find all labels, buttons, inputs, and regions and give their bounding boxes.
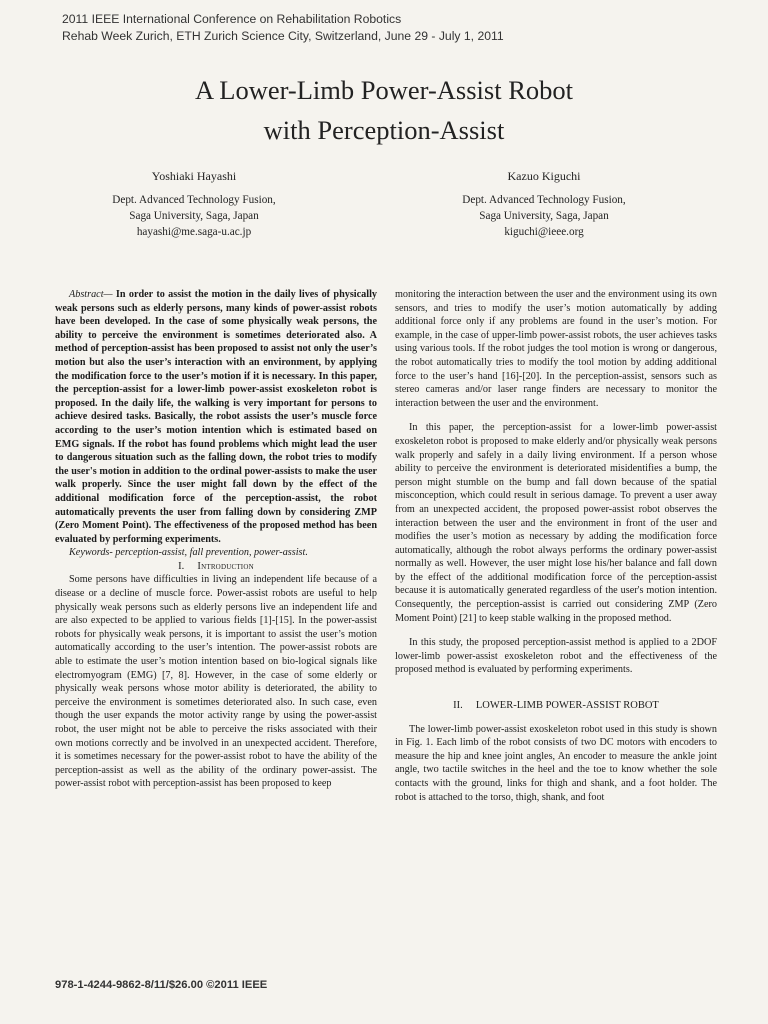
section-heading-robot	[395, 699, 717, 713]
body-paragraph: The lower-limb power-assist exoskeleton robot used in this study is shown in Fig. 1. Each limb of the robot consists of two DC motors with encoders to measure the hip and knee joint angles, An encoder to measure the ankle joint angle, two tactile switches in the heel and the toe to know whether the sole contacts with the ground, links for thigh and shank, and a foot holder. The robot is attached to the torso, thigh, shank, and foot	[395, 723, 717, 803]
author-email: hayashi@me.saga-u.ac.jp	[136, 226, 252, 238]
author-name: Yoshiaki Hayashi	[151, 169, 237, 183]
copyright-footer: 978-1-4244-9862-8/11/$26.00 ©2011 IEEE	[55, 979, 268, 991]
conference-venue: Rehab Week Zurich, ETH Zurich Science City, Switzerland, June 29 - July 1, 2011	[62, 29, 504, 43]
keywords: Keywords- perception-assist, fall prevention, power-assist.	[69, 547, 308, 559]
section-number: II.	[453, 700, 463, 712]
conference-name: 2011 IEEE International Conference on Rehabilitation Robotics	[62, 12, 402, 26]
body-paragraph: In this study, the proposed perception-assist method is applied to a 2DOF lower-limb power-assist exoskeleton robot and the effectiveness of the proposed method is evaluated by performing experiments.	[395, 637, 717, 676]
title-line-1: A Lower-Limb Power-Assist Robot	[194, 75, 573, 105]
section-title: Introduction	[197, 560, 254, 572]
title-line-2: with Perception-Assist	[263, 115, 505, 145]
author-email: kiguchi@ieee.org	[504, 226, 584, 238]
abstract-text: In order to assist the motion in the daily lives of physically weak persons such as elderly persons, many kinds of power-assist robots have been developed. In the case of some physically weak persons, the ability to perceive the environment is sometimes deteriorated also. A method of perception-assist has been proposed to assist not only the user’s motion but also the user’s interaction with an environment, by applying the modification force to the user’s motion if it is necessary. In this paper, the perception-assist for a lower-limb power-assist exoskeleton robot is proposed. In the daily life, the walking is very important for persons to achieve desired tasks. Basically, the robot assists the user’s muscle force according to the user’s motion intention which is estimated based on EMG signals. If the robot has found problems which might lead the user to dangerous situation such as the falling down, the robot tries to modify the user's motion in addition to the ordinal power-assists to make the user walk properly. Since the user might fall down by the effect of the additional modification force of the perception-assist, the robot automatically prevents the user from falling down by considering ZMP (Zero Moment Point). The effectiveness of the proposed method has been evaluated by performing experiments.	[55, 289, 377, 545]
author-university: Saga University, Saga, Japan	[479, 210, 609, 222]
author-dept: Dept. Advanced Technology Fusion,	[462, 194, 626, 206]
author-name: Kazuo Kiguchi	[507, 169, 581, 183]
body-paragraph: In this paper, the perception-assist for a lower-limb power-assist exoskeleton robot is proposed to make elderly and/or physically weak persons walk properly and safely in a daily living environment. If a person whose ability to perceive the environment is deteriorated misidentifies a bump, the person might stumble on the bump and fall down because of the spatial misconception, which could result in serious damage. To prevent a user away from an unexpected accident, the proposed power-assist robot observes the interaction between the user and the environment in front of the user and modifies the user’s motion as necessary by adding the modification force automatically, although the robot always performs the ordinary power-assist normally as well. However, the user might lose his/her balance and fall down by the effect of the additional modification force of the perception-assist because it is automatically generated regardless of the user's motion intention. Consequently, the perception-assist is carried out considering ZMP (Zero Moment Point) [21] to keep stable walking in the proposed method.	[395, 422, 717, 624]
right-column	[395, 288, 717, 804]
author-block-1	[44, 168, 344, 240]
body-paragraph: monitoring the interaction between the user and the environment using its own sensors, and tries to modify the user’s motion automatically by adding additional force only if any problems are found in the user’s motion. For example, in the case of upper-limb power-assist robots, the user achieves tasks using various tools. If the robot judges the tool motion is wrong or dangerous, the robot automatically tries to modify the tool motion by adding additional force to the user’s hand [16]-[20]. In the perception-assist, sensors such as stereo cameras and/or laser range finders are necessary to monitor the interaction between the user and the environment.	[395, 289, 717, 409]
author-dept: Dept. Advanced Technology Fusion,	[112, 194, 276, 206]
section-title: LOWER-LIMB POWER-ASSIST ROBOT	[475, 700, 659, 712]
author-block-2	[394, 168, 694, 240]
conference-header	[62, 11, 722, 45]
left-column	[55, 288, 377, 791]
paper-title	[0, 70, 768, 150]
section-heading-introduction	[55, 560, 377, 574]
abstract	[55, 288, 377, 546]
author-university: Saga University, Saga, Japan	[129, 210, 259, 222]
abstract-dash: —	[103, 289, 116, 300]
section-number: I.	[178, 560, 185, 572]
body-paragraph: Some persons have difficulties in living an independent life because of a disease or a decline of muscle force. Power-assist robots are useful to help physically weak persons such as elderly persons live an independent life and are also expected to be applied to various fields [1]-[15]. In the power-assist robots for physically weak persons, it is important to assist the user’s motion automatically according to the user’s intention. The power-assist robots are able to estimate the user’s motion intention based on bio-logical signals like electromyogram (EMG) [7, 8]. However, in the case of some elderly or physically weak persons whose motor ability is deteriorated, the ability to perceive the environment is sometimes deteriorated also. In such case, even though the user expands the motor activity range by using the power-assist robot, the user might not be able to perceive the risks associated with their own motions correctly and be involved in an unexpected accident. Therefore, it is sometimes necessary for the power-assist robot to have the ability of the perception-assist as well as the ability of the ordinary power-assist. The power-assist robot with perception-assist has been proposed to keep	[55, 574, 377, 790]
abstract-label: Abstract	[69, 289, 104, 300]
